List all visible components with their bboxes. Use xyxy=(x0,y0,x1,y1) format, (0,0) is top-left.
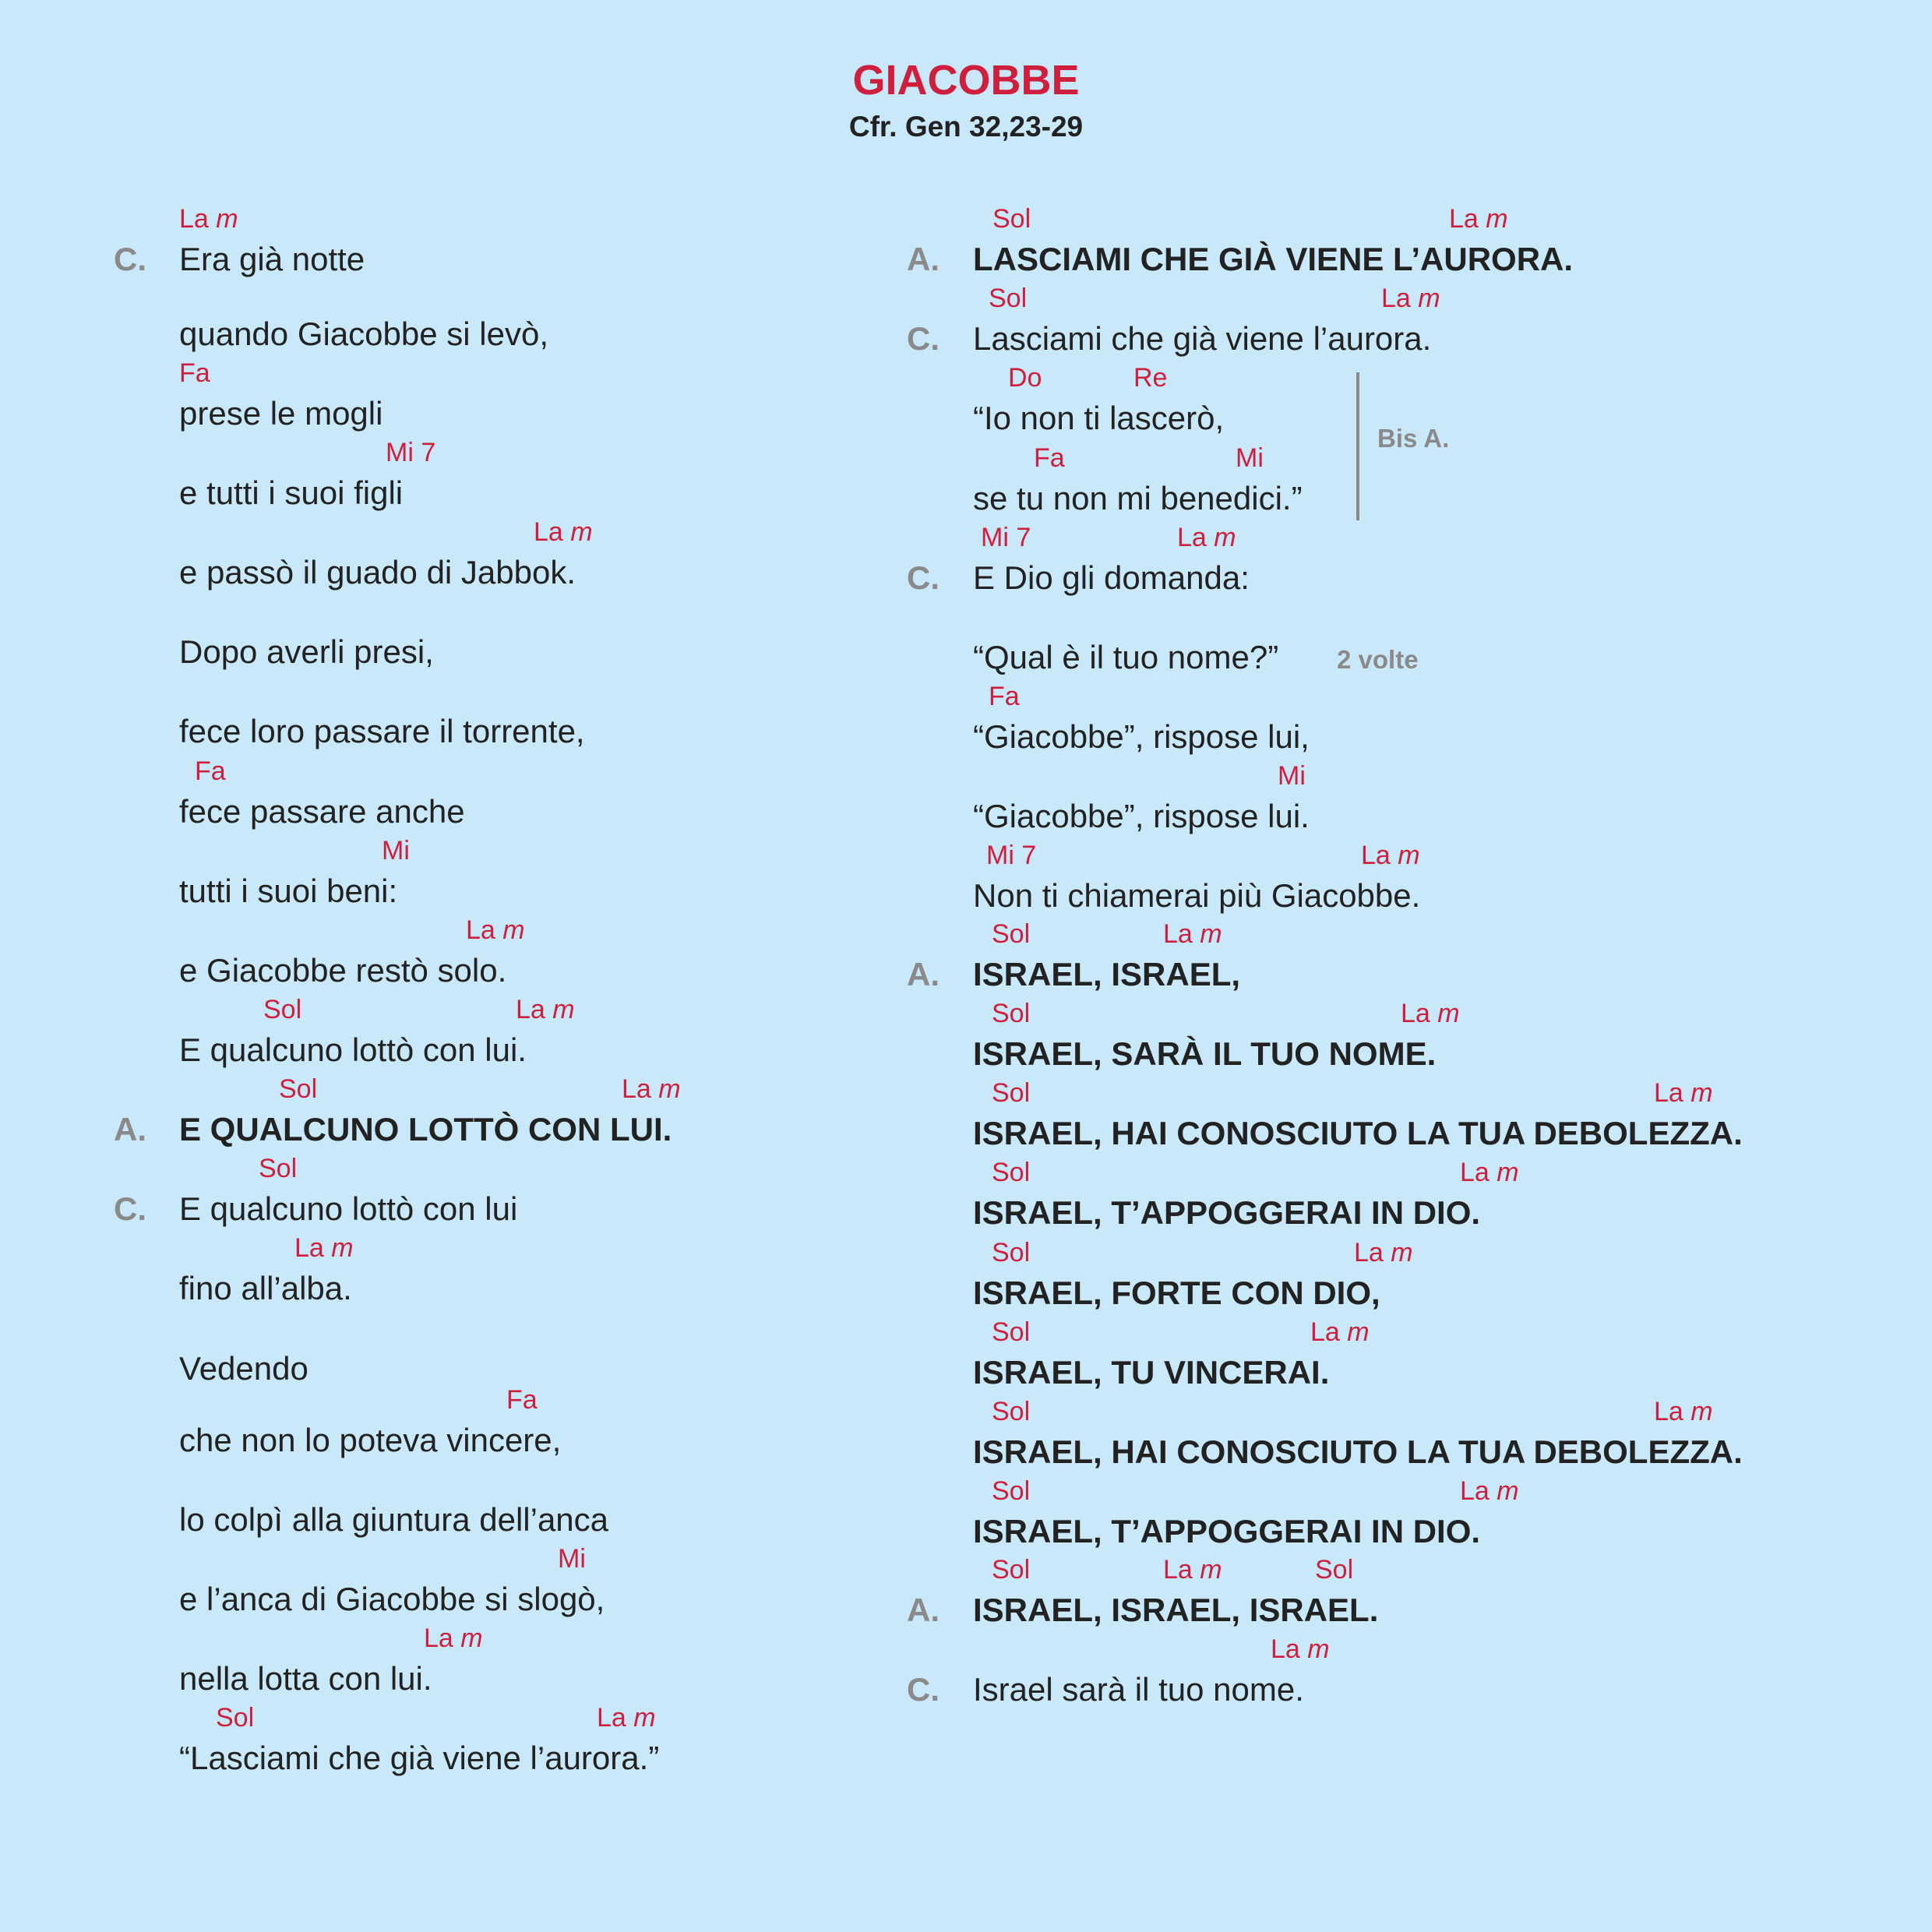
lyric-line-assembly: Sol La m ISRAEL, FORTE CON DIO, xyxy=(973,1238,1413,1311)
lyric-line: quando Giacobbe si levò, xyxy=(179,316,548,352)
lyric-line: Sol La m “Lasciami che già viene l’aurora.” xyxy=(179,1703,660,1776)
chord: Sol xyxy=(992,1158,1031,1187)
role-label: A. xyxy=(907,1592,940,1628)
chord: Mi xyxy=(558,1544,586,1574)
chord: La m xyxy=(1460,1476,1519,1506)
chord: La m xyxy=(1177,523,1236,552)
lyric-line-assembly: Sol La m ISRAEL, ISRAEL, xyxy=(973,919,1241,992)
lyric-line: lo colpì alla giuntura dell’anca xyxy=(179,1501,609,1538)
chord: Sol xyxy=(992,919,1031,949)
lyric-line-assembly: Sol La m ISRAEL, T’APPOGGERAI IN DIO. xyxy=(973,1476,1519,1549)
chord: Sol xyxy=(992,1317,1031,1347)
lyric-line: Do Re “Io non ti lascerò, xyxy=(973,363,1225,436)
lyric-line: La m e Giacobbe restò solo. xyxy=(179,915,525,989)
lyric-line: Sol La m Lasciami che già viene l’aurora. xyxy=(973,284,1440,357)
chord: Fa xyxy=(195,756,226,786)
lyric-line-assembly: Sol La m ISRAEL, HAI CONOSCIUTO LA TUA DEBOLEZZA. xyxy=(973,1078,1743,1151)
chord: La m xyxy=(1449,204,1508,234)
lyric-line: Fa prese le mogli xyxy=(179,358,383,432)
lyric-line-assembly: Sol La m LASCIAMI CHE GIÀ VIENE L’AURORA. xyxy=(973,204,1574,277)
lyric-line-assembly: Sol La m ISRAEL, TU VINCERAI. xyxy=(973,1317,1370,1391)
chord: Sol xyxy=(992,204,1031,234)
lyric-line: Mi 7 La m E Dio gli domanda: xyxy=(973,523,1250,596)
lyric-line: Fa fece passare anche xyxy=(179,756,465,830)
chord: Mi 7 xyxy=(986,841,1037,870)
lyric-line: Mi tutti i suoi beni: xyxy=(179,836,410,909)
role-label: C. xyxy=(907,559,940,596)
chord: Fa xyxy=(989,682,1020,711)
scripture-reference: Cfr. Gen 32,23-29 xyxy=(848,111,1084,143)
chord: Mi 7 xyxy=(981,523,1031,552)
chord: La m xyxy=(516,995,575,1024)
lyric-line: Dopo averli presi, xyxy=(179,633,434,670)
lyric-line: Sol E qualcuno lottò con lui xyxy=(179,1154,518,1227)
chord: Sol xyxy=(1315,1555,1354,1585)
chord: La m xyxy=(1654,1397,1713,1426)
chord: Sol xyxy=(259,1154,298,1183)
lyric-line: La m e passò il guado di Jabbok. xyxy=(179,517,593,591)
chord: Sol xyxy=(989,284,1028,313)
role-label: A. xyxy=(907,956,940,992)
lyric-line-assembly: Sol La m Sol ISRAEL, ISRAEL, ISRAEL. xyxy=(973,1555,1379,1628)
lyric-line: La m nella lotta con lui. xyxy=(179,1624,483,1697)
lyric-line: Fa Mi se tu non mi benedici.” xyxy=(973,443,1303,516)
chord: Fa xyxy=(1034,443,1065,473)
chord: Mi xyxy=(382,836,410,866)
lyric-line: Vedendo xyxy=(179,1350,308,1387)
repeat-bracket xyxy=(1356,372,1359,520)
chord: La m xyxy=(466,915,525,945)
chord: La m xyxy=(294,1233,354,1263)
chord: Fa xyxy=(179,358,210,388)
chord: La m xyxy=(1163,1555,1222,1585)
chord: Fa xyxy=(506,1385,538,1415)
chord: La m xyxy=(1654,1078,1713,1108)
role-label: C. xyxy=(114,241,146,277)
chord: La m xyxy=(179,204,238,234)
chord: La m xyxy=(534,517,593,547)
lyric-line-assembly: Sol La m ISRAEL, HAI CONOSCIUTO LA TUA DEBOLEZZA. xyxy=(973,1397,1743,1470)
lyric-line: La m fino all’alba. xyxy=(179,1233,354,1306)
chord: La m xyxy=(622,1074,681,1104)
role-label: A. xyxy=(114,1111,146,1148)
lyric-line: fece loro passare il torrente, xyxy=(179,713,585,749)
lyric-line-assembly: Sol La m ISRAEL, SARÀ IL TUO NOME. xyxy=(973,999,1460,1072)
repeat-count-note: 2 volte xyxy=(1337,645,1419,674)
chord: Mi xyxy=(1278,761,1306,791)
chord: La m xyxy=(1271,1634,1330,1664)
lyric-line: Sol La m E qualcuno lottò con lui. xyxy=(179,995,575,1068)
chord: La m xyxy=(1401,999,1460,1028)
chord: Mi xyxy=(1236,443,1264,473)
chord: Sol xyxy=(992,999,1031,1028)
chord: La m xyxy=(1310,1317,1370,1347)
chord: La m xyxy=(597,1703,656,1733)
chord: Sol xyxy=(992,1078,1031,1108)
lyric-line: “Qual è il tuo nome?” xyxy=(973,639,1279,675)
role-label: A. xyxy=(907,241,940,277)
chord: Sol xyxy=(992,1476,1031,1506)
lyric-line: Fa “Giacobbe”, rispose lui, xyxy=(973,682,1310,755)
role-label: C. xyxy=(114,1190,146,1227)
song-title: GIACOBBE xyxy=(852,57,1080,104)
chord: Sol xyxy=(216,1703,255,1733)
role-label: C. xyxy=(907,320,940,357)
chord: La m xyxy=(1163,919,1222,949)
chord: Do xyxy=(1008,363,1042,393)
chord: Sol xyxy=(263,995,302,1024)
chord: Sol xyxy=(992,1238,1031,1267)
lyric-line: La m Era già notte xyxy=(179,204,365,277)
lyric-line: Mi “Giacobbe”, rispose lui. xyxy=(973,761,1310,834)
chord: La m xyxy=(424,1624,483,1653)
chord: La m xyxy=(1354,1238,1413,1267)
chord: Sol xyxy=(992,1397,1031,1426)
lyric-line-assembly: Sol La m E QUALCUNO LOTTÒ CON LUI. xyxy=(179,1074,681,1148)
role-label: C. xyxy=(907,1671,940,1708)
chord: Re xyxy=(1133,363,1168,393)
chord: Sol xyxy=(279,1074,318,1104)
lyric-line-assembly: Sol La m ISRAEL, T’APPOGGERAI IN DIO. xyxy=(973,1158,1519,1231)
chord: Sol xyxy=(992,1555,1031,1585)
chord: Mi 7 xyxy=(386,438,436,467)
lyric-line: Fa che non lo poteva vincere, xyxy=(179,1385,562,1458)
lyric-line: La m Israel sarà il tuo nome. xyxy=(973,1634,1330,1708)
lyric-line: Mi 7 e tutti i suoi figli xyxy=(179,438,436,511)
chord: La m xyxy=(1460,1158,1519,1187)
chord: La m xyxy=(1361,841,1420,870)
lyric-line: Mi e l’anca di Giacobbe si slogò, xyxy=(179,1544,605,1617)
lyric-line: Mi 7 La m Non ti chiamerai più Giacobbe. xyxy=(973,841,1421,914)
chord: La m xyxy=(1381,284,1440,313)
repeat-note: Bis A. xyxy=(1377,424,1450,453)
